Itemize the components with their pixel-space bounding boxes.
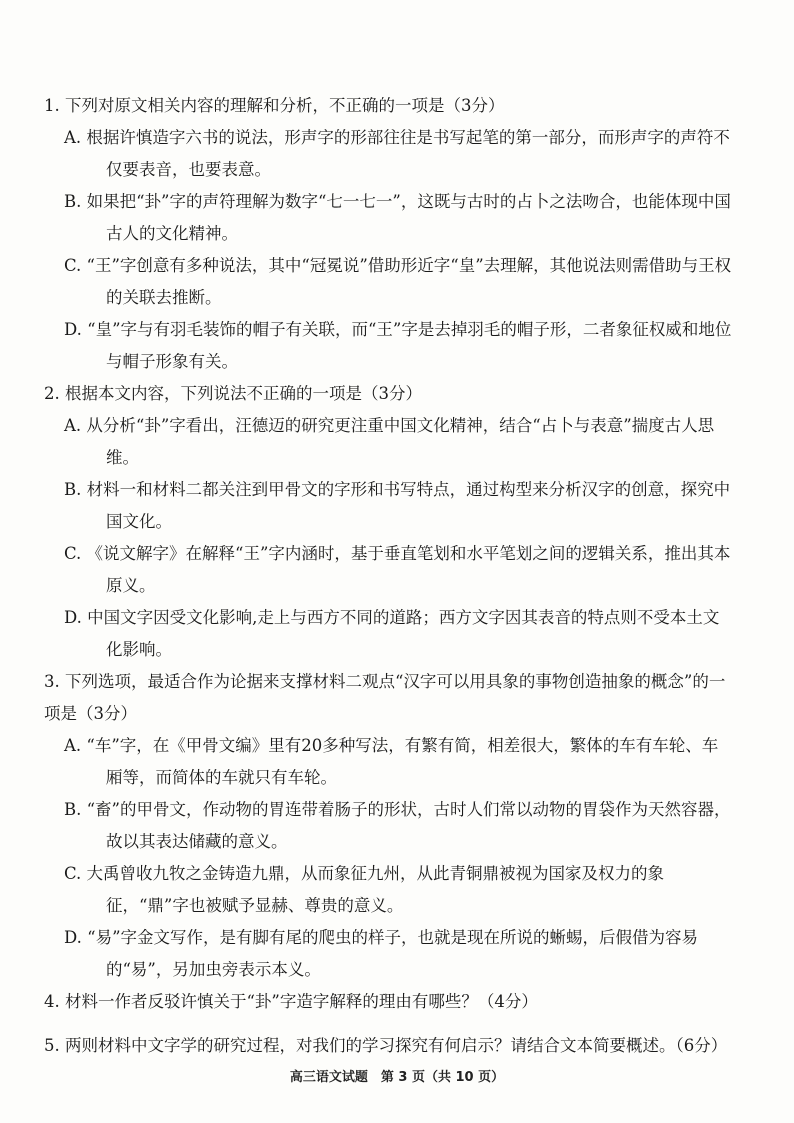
question-stem: 5. 两则材料中文字学的研究过程，对我们的学习探究有何启示？请结合文本简要概述。（6分） xyxy=(44,1036,728,1055)
question-1 xyxy=(44,90,734,378)
option-a: A. 根据许慎造字六书的说法，形声字的形部往往是书写起笔的第一部分，而形声字的声符不仅要表音，也要表意。 xyxy=(64,128,730,179)
question-stem: 4. 材料一作者反驳许慎关于“卦”字造字解释的理由有哪些？（4分） xyxy=(44,992,538,1011)
option-b: B. “畜”的甲骨文，作动物的胃连带着肠子的形状，古时人们常以动物的胃袋作为天然容器，故以其表达储藏的意义。 xyxy=(64,800,731,851)
option-c: C. 《说文解字》在解释“王”字内涵时，基于垂直笔划和水平笔划之间的逻辑关系，推出其本原义。 xyxy=(64,544,731,595)
option-a: A. 从分析“卦”字看出，汪德迈的研究更注重中国文化精神，结合“占卜与表意”揣度古人思维。 xyxy=(64,416,715,467)
question-5 xyxy=(44,1030,734,1062)
option-d: D. 中国文字因受文化影响,走上与西方不同的道路；西方文字因其表音的特点则不受本土文化影响。 xyxy=(64,608,720,659)
option-c: C. “王”字创意有多种说法，其中“冠冕说”借助形近字“皇”去理解，其他说法则需借助与王权的关联去推断。 xyxy=(64,256,732,307)
question-3 xyxy=(44,666,734,986)
option-b: B. 材料一和材料二都关注到甲骨文的字形和书写特点，通过构型来分析汉字的创意，探究中国文化。 xyxy=(64,480,731,531)
question-stem: 3. 下列选项，最适合作为论据来支撑材料二观点“汉字可以用具象的事物创造抽象的概念”的一项是（3分） xyxy=(44,672,726,723)
option-c: C. 大禹曾收九牧之金铸造九鼎，从而象征九州，从此青铜鼎被视为国家及权力的象征，“鼎”字也被赋予显赫、尊贵的意义。 xyxy=(64,864,665,915)
option-a: A. “车”字，在《甲骨文编》里有20多种写法，有繁有简，相差很大，繁体的车有车轮、车厢等，而简体的车就只有车轮。 xyxy=(64,736,719,787)
option-d: D. “皇”字与有羽毛装饰的帽子有关联，而“王”字是去掉羽毛的帽子形，二者象征权威和地位与帽子形象有关。 xyxy=(64,320,732,371)
page-footer: 高三语文试题 第 3 页（共 10 页） xyxy=(289,1070,505,1085)
question-2 xyxy=(44,378,734,666)
question-stem: 2. 根据本文内容，下列说法不正确的一项是（3分） xyxy=(44,384,422,403)
option-b: B. 如果把“卦”字的声符理解为数字“七一七一”，这既与古时的占卜之法吻合，也能体现中国古人的文化精神。 xyxy=(64,192,731,243)
option-d: D. “易”字金文写作，是有脚有尾的爬虫的样子，也就是现在所说的蜥蜴，后假借为容易的“易”，另加虫旁表示本义。 xyxy=(64,928,699,979)
question-list xyxy=(44,90,734,1062)
question-stem: 1. 下列对原文相关内容的理解和分析，不正确的一项是（3分） xyxy=(44,96,505,115)
question-4 xyxy=(44,986,734,1018)
